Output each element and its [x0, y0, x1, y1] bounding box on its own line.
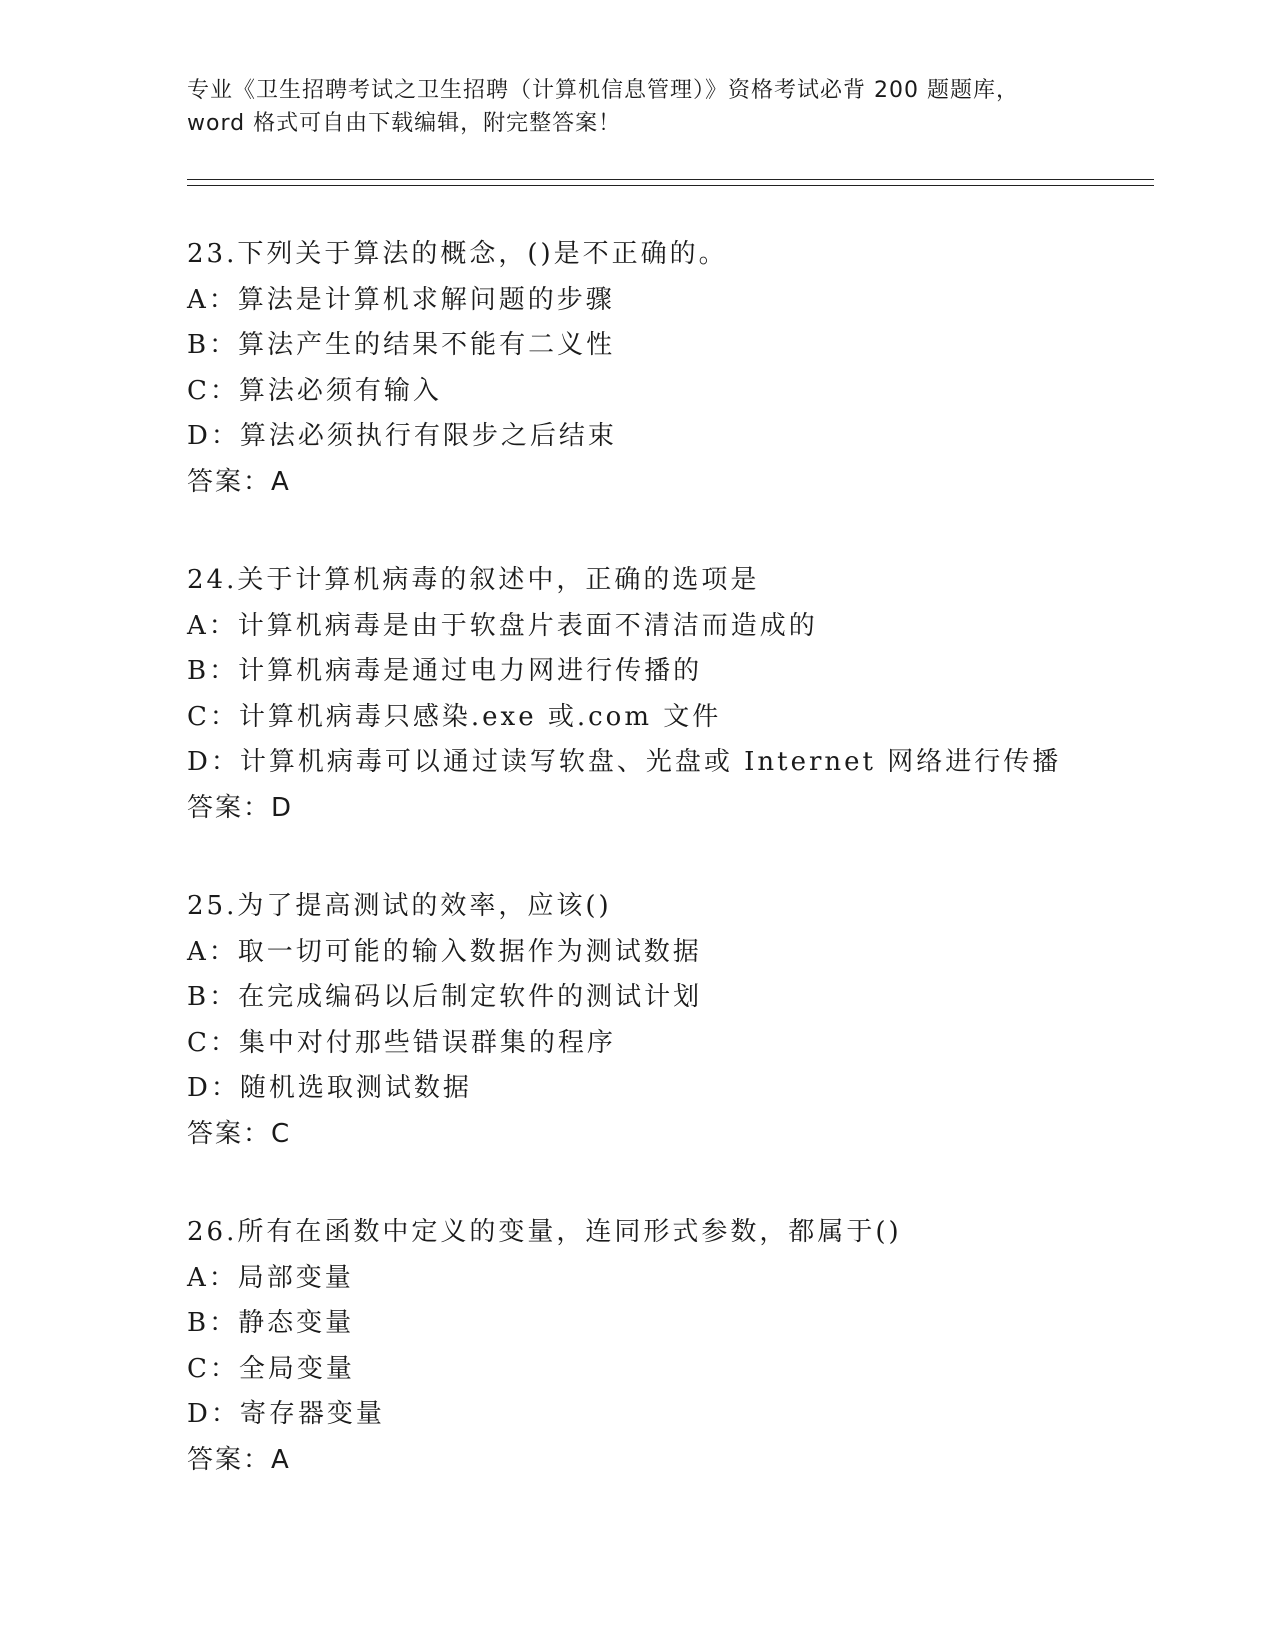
- option-d: D：寄存器变量: [187, 1399, 385, 1429]
- question-stem: 25.为了提高测试的效率，应该(): [187, 891, 612, 921]
- question-26: [187, 1210, 1147, 1483]
- document-header: [187, 74, 1087, 140]
- question-24: [187, 558, 1147, 831]
- option-d: D：算法必须执行有限步之后结束: [187, 421, 617, 451]
- answer-label: 答案：D: [187, 792, 294, 823]
- answer-label: 答案：A: [187, 466, 291, 497]
- option-a: A：计算机病毒是由于软盘片表面不清洁而造成的: [187, 610, 818, 641]
- header-divider-bottom: [187, 185, 1154, 186]
- header-line-2: word 格式可自由下载编辑，附完整答案！: [187, 111, 622, 136]
- answer-label: 答案：C: [187, 1118, 292, 1149]
- question-list: [187, 232, 1147, 1536]
- header-line-1: 专业《卫生招聘考试之卫生招聘（计算机信息管理）》资格考试必背 200 题题库，: [187, 78, 1019, 103]
- option-b: B：算法产生的结果不能有二义性: [187, 330, 616, 360]
- question-23: [187, 232, 1147, 505]
- option-a: A：取一切可能的输入数据作为测试数据: [187, 936, 702, 967]
- question-stem: 24.关于计算机病毒的叙述中，正确的选项是: [187, 565, 760, 595]
- option-c: C：算法必须有输入: [187, 375, 442, 406]
- header-divider-top: [187, 179, 1154, 180]
- question-stem: 23.下列关于算法的概念，()是不正确的。: [187, 239, 728, 269]
- option-a: A：算法是计算机求解问题的步骤: [187, 284, 615, 315]
- option-b: B：静态变量: [187, 1308, 355, 1338]
- option-b: B：在完成编码以后制定软件的测试计划: [187, 982, 703, 1012]
- option-b: B：计算机病毒是通过电力网进行传播的: [187, 656, 703, 686]
- question-stem: 26.所有在函数中定义的变量，连同形式参数，都属于(): [187, 1217, 902, 1247]
- option-d: D：随机选取测试数据: [187, 1073, 472, 1103]
- option-d: D：计算机病毒可以通过读写软盘、光盘或 Internet 网络进行传播: [187, 747, 1062, 777]
- question-25: [187, 884, 1147, 1157]
- answer-label: 答案：A: [187, 1444, 291, 1475]
- option-c: C：集中对付那些错误群集的程序: [187, 1027, 616, 1058]
- option-a: A：局部变量: [187, 1262, 354, 1293]
- option-c: C：全局变量: [187, 1353, 355, 1384]
- option-c: C：计算机病毒只感染.exe 或.com 文件: [187, 701, 722, 732]
